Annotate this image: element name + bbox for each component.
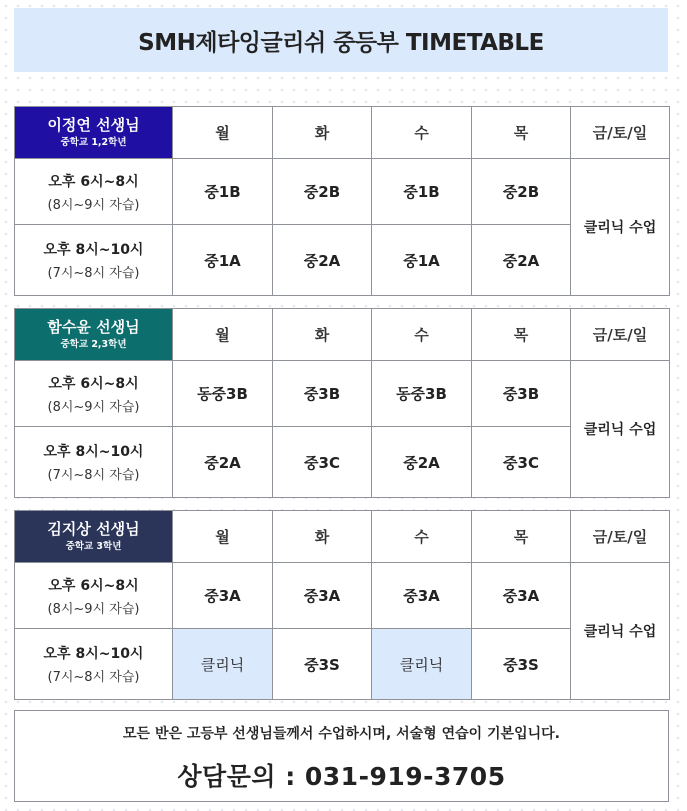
title-banner: [14, 8, 668, 72]
self-study-time: (7시~8시 자습): [47, 670, 140, 685]
teacher-cell: [15, 309, 173, 361]
time-slot-cell: [15, 361, 173, 427]
day-header-wed: 수: [372, 309, 472, 361]
time-slot-cell: [15, 629, 173, 700]
day-header-thu: 목: [472, 309, 571, 361]
self-study-time: (7시~8시 자습): [47, 468, 140, 483]
teacher-grade: 중학교 1,2학년: [60, 136, 127, 148]
time-slot: 오후 6시~8시: [48, 375, 139, 392]
day-header-weekend: 금/토/일: [571, 309, 670, 361]
class-cell: 중1B: [372, 159, 472, 225]
time-slot: 오후 8시~10시: [43, 646, 144, 662]
day-header-mon: 월: [173, 511, 273, 563]
time-slot-cell: [15, 225, 173, 296]
footer-info-box: [14, 710, 669, 802]
class-cell: 중2B: [472, 159, 571, 225]
class-cell: 중3A: [472, 563, 571, 629]
teacher-cell: [15, 511, 173, 563]
teacher-name: 함수윤 선생님: [47, 318, 140, 337]
time-slot-cell: [15, 427, 173, 498]
weekend-clinic-cell: 클리닉 수업: [571, 159, 670, 296]
timetable-block-1: [14, 106, 670, 296]
time-slot-cell: [15, 563, 173, 629]
class-cell: 중3A: [372, 563, 472, 629]
day-header-thu: 목: [472, 107, 571, 159]
class-cell: 중3C: [273, 427, 372, 498]
class-cell: 중3S: [472, 629, 571, 700]
class-cell: 중2A: [173, 427, 273, 498]
contact-phone: 상담문의 : 031-919-3705: [177, 762, 506, 791]
class-cell: 중2A: [372, 427, 472, 498]
class-cell: 중1B: [173, 159, 273, 225]
teacher-grade: 중학교 3학년: [65, 540, 122, 552]
class-cell: 중3B: [472, 361, 571, 427]
class-cell: 중3S: [273, 629, 372, 700]
day-header-wed: 수: [372, 107, 472, 159]
timetable-block-3: [14, 510, 670, 700]
day-header-tue: 화: [273, 511, 372, 563]
time-slot-cell: [15, 159, 173, 225]
teacher-cell: [15, 107, 173, 159]
day-header-tue: 화: [273, 309, 372, 361]
class-cell: 동중3B: [372, 361, 472, 427]
self-study-time: (8시~9시 자습): [47, 601, 140, 617]
time-slot: 오후 8시~10시: [43, 242, 144, 258]
day-header-mon: 월: [173, 107, 273, 159]
footer-notice: 모든 반은 고등부 선생님들께서 수업하시며, 서술형 연습이 기본입니다.: [123, 726, 560, 742]
class-cell: 중3B: [273, 361, 372, 427]
time-slot: 오후 6시~8시: [48, 577, 139, 594]
clinic-class-cell: 클리닉: [372, 629, 472, 700]
day-header-weekend: 금/토/일: [571, 107, 670, 159]
self-study-time: (7시~8시 자습): [47, 266, 140, 281]
class-cell: 중2A: [273, 225, 372, 296]
timetable-block-2: [14, 308, 670, 498]
class-cell: 중3C: [472, 427, 571, 498]
class-cell: 중3A: [173, 563, 273, 629]
weekend-clinic-cell: 클리닉 수업: [571, 563, 670, 700]
page-title: SMH제타잉글리쉬 중등부 TIMETABLE: [138, 29, 544, 56]
teacher-grade: 중학교 2,3학년: [60, 338, 127, 350]
teacher-name: 이정연 선생님: [47, 116, 140, 135]
weekend-clinic-cell: 클리닉 수업: [571, 361, 670, 498]
class-cell: 동중3B: [173, 361, 273, 427]
day-header-mon: 월: [173, 309, 273, 361]
class-cell: 중1A: [372, 225, 472, 296]
clinic-class-cell: 클리닉: [173, 629, 273, 700]
class-cell: 중3A: [273, 563, 372, 629]
class-cell: 중1A: [173, 225, 273, 296]
self-study-time: (8시~9시 자습): [47, 399, 140, 415]
day-header-weekend: 금/토/일: [571, 511, 670, 563]
day-header-thu: 목: [472, 511, 571, 563]
teacher-name: 김지상 선생님: [47, 520, 140, 539]
time-slot: 오후 8시~10시: [43, 444, 144, 460]
class-cell: 중2B: [273, 159, 372, 225]
self-study-time: (8시~9시 자습): [47, 197, 140, 213]
day-header-wed: 수: [372, 511, 472, 563]
class-cell: 중2A: [472, 225, 571, 296]
time-slot: 오후 6시~8시: [48, 173, 139, 190]
day-header-tue: 화: [273, 107, 372, 159]
